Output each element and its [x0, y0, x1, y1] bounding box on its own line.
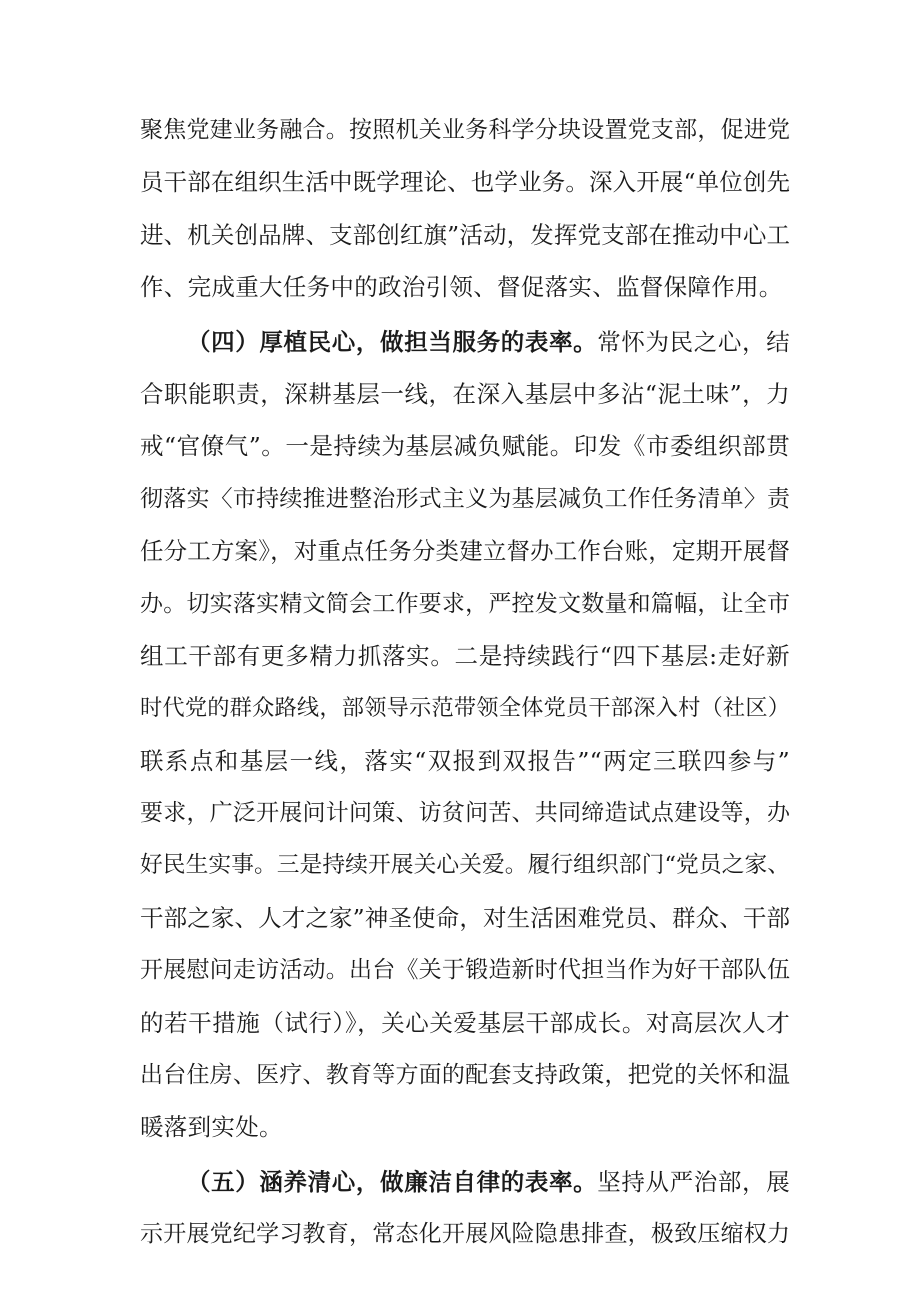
body-line: 聚焦党建业务融合。按照机关业务科学分块设置党支部，促进党	[140, 117, 790, 143]
body-line: 员干部在组织生活中既学理论、也学业务。深入开展“单位创先	[140, 168, 790, 197]
body-line: 开展慰问走访活动。出台《关于锻造新时代担当作为好干部队伍	[140, 957, 790, 984]
body-line: 出台住房、医疗、教育等方面的配套支持政策，把党的关怀和温	[140, 1062, 790, 1089]
section-heading-5: （五）涵养清心，做廉洁自律的表率。	[187, 1167, 598, 1196]
heading-line-rest: 常怀为民之心，结	[597, 327, 790, 356]
body-line: 的若干措施（试行）》，关心关爱基层干部成长。对高层次人才	[140, 1008, 790, 1037]
document-body	[140, 104, 790, 1261]
paragraph-first-line	[140, 1156, 790, 1208]
body-line: 组工干部有更多精力抓落实。二是持续践行“四下基层:走好新	[140, 641, 790, 670]
body-line: 要求，广泛开展问计问策、访贫问苦、共同缔造试点建设等，办	[140, 800, 790, 827]
body-line: 干部之家、人才之家”神圣使命，对生活困难党员、群众、干部	[140, 903, 790, 932]
body-line: 戒“官僚气”。一是持续为基层减负赋能。印发《市委组织部贯	[140, 432, 790, 461]
body-line: 进、机关创品牌、支部创红旗”活动，发挥党支部在推动中心工	[140, 220, 790, 249]
section-heading-4: （四）厚植民心，做担当服务的表率。	[187, 327, 598, 356]
heading-line-rest: 坚持从严治部，展	[597, 1167, 790, 1196]
paragraph-first-line	[140, 316, 790, 368]
body-line: 时代党的群众路线，部领导示范带领全体党员干部深入村（社区）	[140, 695, 790, 722]
body-line: 彻落实〈市持续推进整治形式主义为基层减负工作任务清单〉责	[140, 485, 790, 512]
body-line: 任分工方案》，对重点任务分类建立督办工作台账，定期开展督	[140, 537, 790, 566]
body-line: 办。切实落实精文简会工作要求，严控发文数量和篇幅，让全市	[140, 590, 790, 617]
body-line: 示开展党纪学习教育，常态化开展风险隐患排查，极致压缩权力	[140, 1221, 790, 1248]
body-line: 作、完成重大任务中的政治引领、督促落实、监督保障作用。	[140, 273, 783, 302]
body-line: 合职能职责，深耕基层一线，在深入基层中多沾“泥土味”，力	[140, 379, 790, 408]
body-line: 好民生实事。三是持续开展关心关爱。履行组织部门“党员之家、	[140, 852, 790, 879]
body-line: 联系点和基层一线，落实“双报到双报告”“两定三联四参与”	[140, 746, 790, 775]
body-line: 暖落到实处。	[140, 1113, 283, 1142]
